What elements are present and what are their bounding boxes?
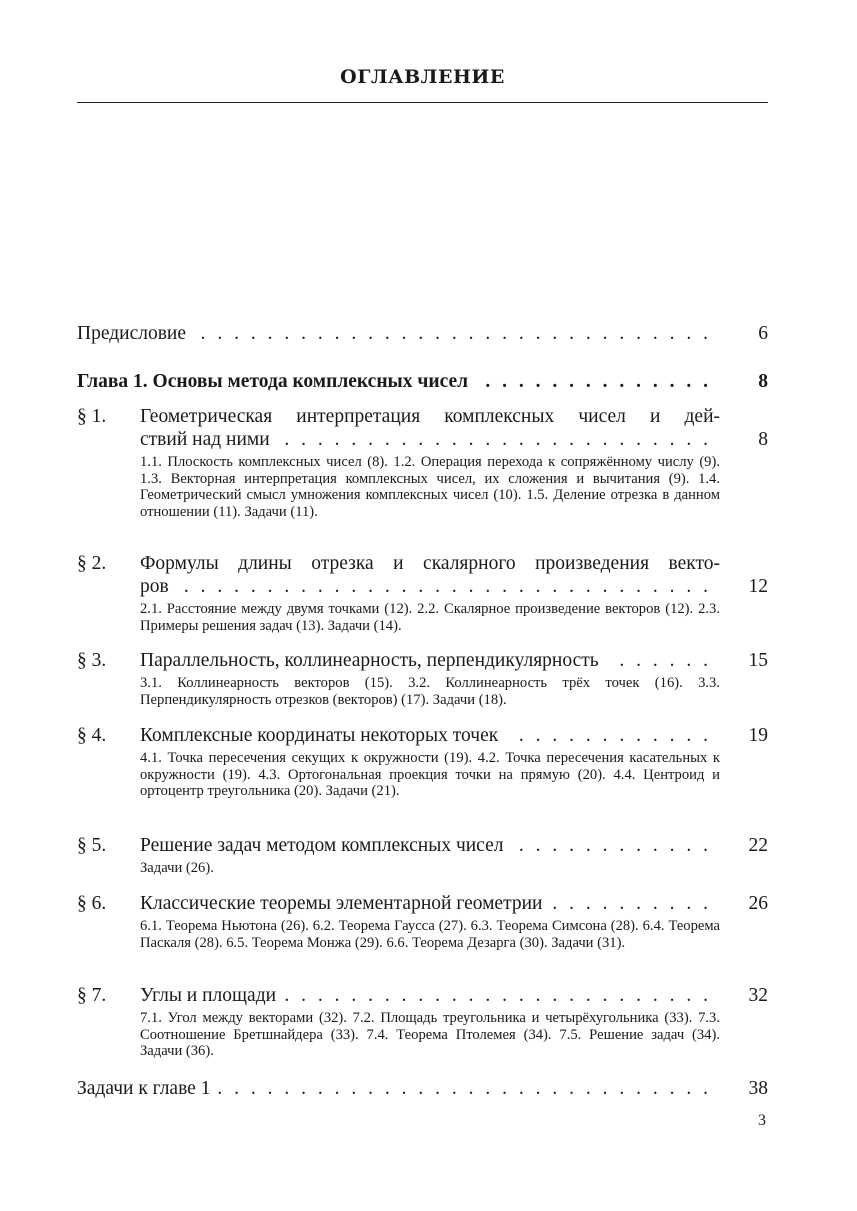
subsection-list: 2.1. Расстояние между двумя точками (12). 2.2. Скалярное произведение векторов (12). 2.3. Примеры решения задач (13). Задачи (14).	[140, 601, 720, 634]
section-number: § 6.	[77, 893, 107, 914]
toc-entry-section-1[interactable]	[77, 406, 768, 520]
dot-leader	[278, 429, 708, 451]
entry-page: 15	[748, 650, 768, 671]
section-number: § 2.	[77, 553, 107, 574]
toc-entry-problems[interactable]	[77, 1078, 768, 1101]
section-number: § 4.	[77, 725, 107, 746]
entry-page: 6	[758, 323, 768, 344]
subsection-list: 6.1. Теорема Ньютона (26). 6.2. Теорема Гаусса (27). 6.3. Теорема Симсона (28). 6.4. Теорема Паскаля (28). 6.5. Теорема Монжа (29). 6.6. Теорема Дезарга (30). Задачи (31).	[140, 918, 720, 951]
subsection-list: 3.1. Коллинеарность векторов (15). 3.2. Коллинеарность трёх точек (16). 3.3. Перпендикулярность отрезков (векторов) (17). Задачи (18).	[140, 675, 720, 708]
dot-leader	[506, 725, 708, 747]
heading-rule	[77, 102, 768, 103]
toc-entry-section-6[interactable]	[77, 893, 768, 951]
dot-leader	[550, 893, 708, 915]
section-number: § 3.	[77, 650, 107, 671]
dot-leader	[476, 371, 708, 393]
dot-leader	[194, 323, 708, 345]
entry-title: Комплексные координаты некоторых точек	[140, 725, 499, 746]
subsection-list: 1.1. Плоскость комплексных чисел (8). 1.2. Операция перехода к сопряжённому числу (9). 1.3. Векторная интерпретация комплексных чисел, их сложения и вычитания (9). 1.4. Геометрический смысл умножения комплексных чисел (10). 1.5. Деление отрезка в данном отношении (11). Задачи (11).	[140, 454, 720, 520]
dot-leader	[607, 650, 708, 672]
toc-entry-section-2[interactable]	[77, 553, 768, 634]
dot-leader	[177, 576, 708, 598]
entry-page: 12	[748, 576, 768, 597]
toc-entry-section-7[interactable]	[77, 985, 768, 1060]
entry-page: 19	[748, 725, 768, 746]
section-number: § 7.	[77, 985, 107, 1006]
toc-entry-section-5[interactable]	[77, 835, 768, 877]
entry-title: Параллельность, коллинеарность, перпендикулярность	[140, 650, 599, 671]
entry-page: 32	[748, 985, 768, 1006]
entry-title: Классические теоремы элементарной геометрии	[140, 893, 543, 914]
entry-title-line: ствий над ними	[140, 429, 270, 450]
entry-page: 8	[758, 429, 768, 450]
entry-title: Решение задач методом комплексных чисел	[140, 835, 504, 856]
section-number: § 1.	[77, 406, 107, 427]
subsection-list: Задачи (26).	[140, 860, 214, 876]
dot-leader	[284, 985, 708, 1007]
entry-title-line: ров	[140, 576, 169, 597]
dot-leader	[218, 1078, 708, 1100]
entry-title: Предисловие	[77, 323, 187, 344]
subsection-list: 7.1. Угол между векторами (32). 7.2. Площадь треугольника и четырёхугольника (33). 7.3. Соотношение Бретшнайдера (33). 7.4. Теорема Птолемея (34). 7.5. Решение задач (34). Задачи (36).	[140, 1010, 720, 1059]
entry-page: 26	[748, 893, 768, 914]
entry-page: 8	[758, 371, 768, 392]
entry-title-line: Формулы длины отрезка и скалярного произведения векто-	[140, 553, 720, 574]
entry-title: Углы и площади	[140, 985, 277, 1006]
entry-title: Задачи к главе 1	[77, 1078, 211, 1099]
toc-entry-preface[interactable]	[77, 323, 768, 346]
toc-entry-section-3[interactable]	[77, 650, 768, 708]
entry-title-line: Геометрическая интерпретация комплексных чисел и дей-	[140, 406, 720, 427]
toc-entry-chapter[interactable]	[77, 371, 768, 394]
entry-title: Глава 1. Основы метода комплексных чисел	[77, 371, 469, 392]
toc-heading: ОГЛАВЛЕНИЕ	[340, 66, 505, 88]
entry-page: 22	[748, 835, 768, 856]
section-number: § 5.	[77, 835, 107, 856]
toc-entry-section-4[interactable]	[77, 725, 768, 800]
subsection-list: 4.1. Точка пересечения секущих к окружности (19). 4.2. Точка пересечения касательных к окружности (19). 4.3. Ортогональная проекция точки на прямую (20). 4.4. Центроид и ортоцентр треугольника (20). Задачи (21).	[140, 750, 720, 799]
page-number: 3	[758, 1112, 766, 1129]
entry-page: 38	[748, 1078, 768, 1099]
dot-leader	[511, 835, 708, 857]
